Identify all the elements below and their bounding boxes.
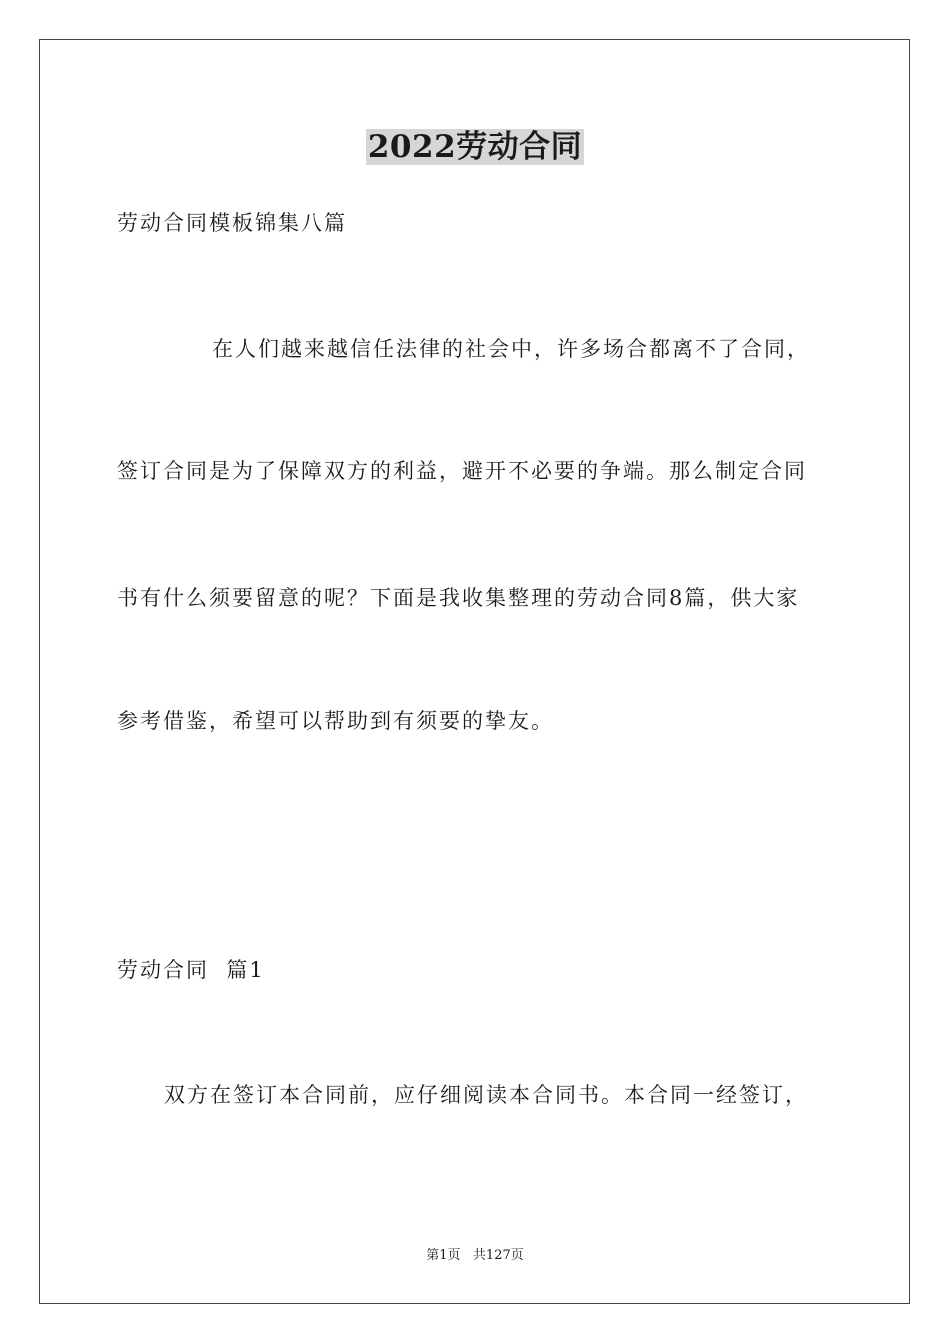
document-title-text: 2022劳动合同 bbox=[367, 129, 583, 165]
document-subtitle: 劳动合同模板锦集八篇 bbox=[117, 211, 347, 235]
section-body-line-1: 双方在签订本合同前，应仔细阅读本合同书。本合同一经签订， bbox=[164, 1083, 808, 1107]
page-footer: 第1页 共127页 bbox=[426, 1248, 524, 1263]
document-title bbox=[0, 125, 950, 169]
intro-line-2: 签订合同是为了保障双方的利益，避开不必要的争端。那么制定合同 bbox=[117, 459, 807, 483]
intro-line-4: 参考借鉴，希望可以帮助到有须要的挚友。 bbox=[117, 709, 554, 733]
intro-line-1: 在人们越来越信任法律的社会中，许多场合都离不了合同， bbox=[212, 337, 810, 361]
section-heading: 劳动合同 篇1 bbox=[117, 958, 265, 982]
intro-line-3: 书有什么须要留意的呢？下面是我收集整理的劳动合同8篇，供大家 bbox=[117, 586, 800, 610]
